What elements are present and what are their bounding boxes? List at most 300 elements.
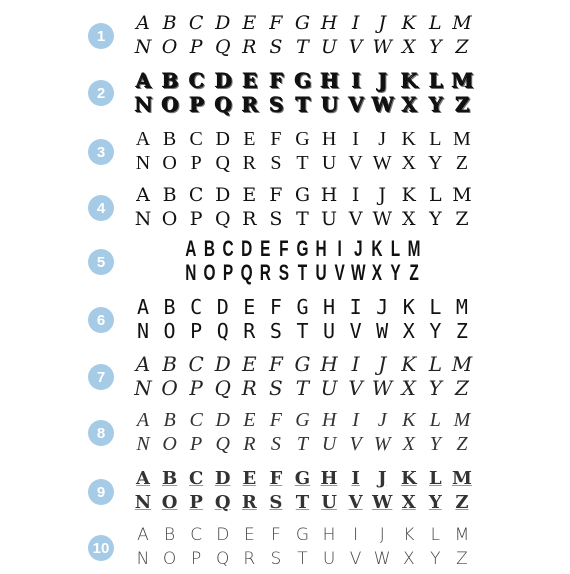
letter-glyph: V: [347, 92, 364, 116]
letter-glyph: F: [268, 68, 283, 92]
letter-glyph: R: [241, 376, 257, 400]
letter-glyph: V: [349, 433, 362, 455]
letter-glyph: F: [269, 468, 283, 489]
letter-glyph: J: [378, 128, 387, 150]
letter-glyph: S: [270, 152, 282, 174]
letter-glyph: F: [269, 184, 283, 206]
letter-glyph: K: [401, 184, 416, 206]
letter-glyph: P: [189, 36, 203, 58]
letter-glyph: A: [136, 468, 150, 489]
letter-glyph: B: [161, 68, 179, 92]
letter-glyph: Z: [409, 260, 419, 285]
row-number-badge: 3: [88, 139, 114, 165]
letter-glyph: P: [190, 319, 203, 343]
letter-glyph: M: [453, 409, 471, 431]
letter-glyph: I: [351, 184, 360, 206]
letter-glyph: S: [278, 260, 290, 285]
letters-a-to-m: [130, 353, 475, 375]
letter-glyph: Q: [216, 549, 230, 569]
letter-glyph: Y: [390, 260, 401, 285]
letter-glyph: K: [400, 468, 417, 489]
letter-glyph: H: [320, 184, 338, 206]
letters-a-to-m: [182, 238, 424, 260]
letter-glyph: L: [429, 409, 441, 431]
letter-glyph: G: [296, 236, 309, 261]
alphabet-sample: [130, 184, 475, 230]
letter-glyph: R: [242, 152, 256, 174]
letter-glyph: J: [379, 525, 385, 545]
letter-glyph: X: [402, 433, 415, 455]
letter-glyph: T: [296, 36, 309, 58]
letter-glyph: S: [269, 492, 283, 513]
letter-glyph: I: [353, 525, 359, 545]
letter-glyph: F: [268, 352, 283, 376]
letter-glyph: J: [378, 352, 387, 376]
letter-glyph: U: [321, 152, 337, 174]
letter-glyph: X: [371, 260, 383, 285]
letter-glyph: Z: [455, 319, 468, 343]
letter-glyph: R: [241, 492, 257, 513]
letter-glyph: J: [378, 12, 387, 34]
letter-glyph: C: [189, 409, 203, 431]
letter-glyph: C: [189, 128, 203, 150]
letters-a-to-m: [130, 128, 475, 150]
row-number-badge: 5: [88, 249, 114, 275]
letter-glyph: N: [134, 492, 152, 513]
letter-glyph: B: [162, 184, 177, 206]
letter-glyph: Q: [215, 433, 230, 455]
letter-glyph: D: [214, 68, 232, 92]
letter-glyph: O: [161, 376, 178, 400]
letter-glyph: M: [407, 236, 421, 261]
letter-glyph: P: [190, 433, 203, 455]
letter-glyph: S: [270, 549, 282, 569]
letters-a-to-m: [130, 296, 475, 318]
letter-glyph: Y: [430, 549, 441, 569]
letter-glyph: I: [351, 12, 360, 34]
letter-glyph: I: [337, 236, 342, 261]
letter-glyph: Y: [428, 492, 442, 513]
letter-glyph: T: [295, 492, 310, 513]
letter-glyph: A: [135, 128, 151, 150]
font-row-7: [0, 353, 570, 403]
letters-n-to-z: [130, 152, 475, 174]
letters-n-to-z: [130, 320, 475, 342]
letters-n-to-z: [130, 492, 475, 514]
letter-glyph: G: [295, 409, 310, 431]
letter-glyph: N: [136, 549, 150, 569]
letter-glyph: O: [203, 260, 216, 285]
letter-glyph: F: [271, 525, 281, 545]
letter-glyph: T: [296, 152, 309, 174]
letter-glyph: D: [215, 12, 231, 34]
letter-glyph: V: [348, 36, 363, 58]
letter-glyph: M: [451, 468, 472, 489]
letter-glyph: P: [188, 92, 204, 116]
letter-glyph: S: [269, 319, 282, 343]
letter-glyph: D: [214, 468, 231, 489]
letter-glyph: Y: [428, 92, 443, 116]
letter-glyph: Y: [429, 319, 442, 343]
letter-glyph: C: [188, 468, 204, 489]
row-number-badge: 4: [88, 195, 114, 221]
letter-glyph: V: [348, 492, 363, 513]
letter-glyph: K: [403, 525, 415, 545]
letter-glyph: K: [402, 295, 415, 319]
letter-glyph: T: [296, 208, 309, 230]
letter-glyph: N: [185, 260, 197, 285]
letter-glyph: J: [377, 409, 387, 431]
letter-glyph: B: [161, 468, 178, 489]
letter-glyph: N: [133, 92, 153, 116]
letter-glyph: T: [295, 376, 310, 400]
letter-glyph: Z: [455, 36, 469, 58]
font-row-5: [0, 238, 570, 288]
letter-glyph: P: [189, 376, 203, 400]
letter-glyph: J: [377, 468, 387, 489]
letter-glyph: Q: [240, 260, 253, 285]
letter-glyph: F: [269, 295, 282, 319]
letter-glyph: E: [241, 68, 257, 92]
font-row-6: [0, 296, 570, 346]
letters-n-to-z: [130, 548, 475, 570]
letter-glyph: T: [295, 92, 310, 116]
letter-glyph: H: [322, 525, 336, 545]
font-row-8: [0, 409, 570, 459]
letter-glyph: L: [390, 236, 401, 261]
letter-glyph: K: [400, 68, 418, 92]
alphabet-sample: [130, 128, 475, 174]
letter-glyph: X: [401, 152, 416, 174]
letter-glyph: H: [320, 12, 338, 34]
letter-glyph: P: [189, 492, 203, 513]
letter-glyph: X: [402, 319, 415, 343]
letter-glyph: H: [320, 352, 338, 376]
letter-glyph: P: [190, 152, 202, 174]
letter-glyph: I: [349, 295, 362, 319]
letter-glyph: C: [188, 352, 204, 376]
letter-glyph: S: [269, 36, 283, 58]
letter-glyph: I: [351, 352, 360, 376]
letter-glyph: S: [268, 92, 284, 116]
font-row-10: [0, 524, 570, 574]
letter-glyph: E: [243, 409, 256, 431]
letter-glyph: Z: [455, 208, 469, 230]
letters-n-to-z: [130, 93, 475, 115]
alphabet-sample: [130, 409, 475, 455]
letter-glyph: W: [372, 208, 392, 230]
letter-glyph: F: [269, 12, 283, 34]
letter-glyph: H: [323, 295, 336, 319]
letter-glyph: A: [185, 236, 197, 261]
letter-glyph: D: [215, 128, 230, 150]
letter-glyph: B: [163, 295, 176, 319]
letter-glyph: H: [321, 128, 337, 150]
alphabet-sample: [182, 238, 424, 284]
letter-glyph: E: [243, 128, 256, 150]
letter-glyph: A: [136, 12, 150, 34]
alphabet-sample: [130, 353, 475, 399]
letter-glyph: U: [321, 36, 338, 58]
font-row-1: [0, 12, 570, 62]
letter-glyph: G: [294, 184, 311, 206]
letter-glyph: W: [372, 36, 392, 58]
letter-glyph: Y: [429, 433, 441, 455]
letter-glyph: Z: [456, 549, 468, 569]
letter-glyph: W: [370, 92, 394, 116]
letter-glyph: S: [269, 208, 283, 230]
letter-glyph: G: [294, 352, 311, 376]
letter-glyph: E: [260, 236, 271, 261]
letter-glyph: D: [216, 525, 230, 545]
letter-glyph: T: [296, 433, 309, 455]
letter-glyph: A: [137, 525, 149, 545]
letter-glyph: N: [136, 319, 150, 343]
letter-glyph: X: [401, 376, 416, 400]
alphabet-sample: [130, 69, 475, 115]
letter-glyph: B: [162, 352, 177, 376]
letter-glyph: B: [162, 12, 177, 34]
letter-glyph: A: [136, 295, 150, 319]
letter-glyph: O: [163, 319, 176, 343]
letters-n-to-z: [130, 36, 475, 58]
letter-glyph: L: [429, 12, 442, 34]
letter-glyph: T: [297, 260, 308, 285]
letter-glyph: U: [322, 549, 336, 569]
letter-glyph: G: [294, 468, 311, 489]
letters-a-to-m: [130, 524, 475, 546]
letter-glyph: G: [295, 128, 310, 150]
letter-glyph: N: [134, 208, 152, 230]
letters-a-to-m: [130, 12, 475, 34]
letter-glyph: G: [296, 295, 309, 319]
letter-glyph: X: [401, 92, 417, 116]
letter-glyph: K: [401, 12, 416, 34]
letters-n-to-z: [130, 433, 475, 455]
letter-glyph: D: [241, 236, 253, 261]
letter-glyph: F: [279, 236, 289, 261]
letter-glyph: K: [401, 128, 416, 150]
letter-glyph: X: [402, 208, 416, 230]
letter-glyph: K: [401, 352, 417, 376]
letter-glyph: D: [215, 184, 231, 206]
letter-glyph: B: [163, 409, 176, 431]
letters-a-to-m: [130, 184, 475, 206]
letters-n-to-z: [130, 208, 475, 230]
letter-glyph: I: [350, 68, 361, 92]
letter-glyph: M: [451, 352, 473, 376]
letter-glyph: A: [136, 409, 150, 431]
letter-glyph: O: [162, 433, 177, 455]
letter-glyph: G: [294, 12, 311, 34]
letter-glyph: E: [242, 352, 257, 376]
letter-glyph: D: [214, 352, 231, 376]
letter-glyph: Q: [216, 319, 229, 343]
letter-glyph: O: [162, 549, 177, 569]
letter-glyph: L: [429, 295, 442, 319]
letter-glyph: R: [241, 92, 258, 116]
letter-glyph: Y: [428, 376, 442, 400]
letter-glyph: U: [320, 92, 338, 116]
letter-glyph: M: [455, 295, 468, 319]
letter-glyph: U: [321, 433, 337, 455]
letter-glyph: J: [354, 236, 363, 261]
letter-glyph: W: [371, 376, 393, 400]
row-number-badge: 10: [88, 535, 114, 561]
row-number-badge: 6: [88, 307, 114, 333]
letter-glyph: X: [401, 492, 416, 513]
letter-glyph: B: [164, 525, 176, 545]
letter-glyph: L: [429, 184, 442, 206]
letter-glyph: R: [242, 208, 257, 230]
letter-glyph: R: [243, 549, 256, 569]
letter-glyph: C: [190, 295, 203, 319]
letter-glyph: C: [188, 12, 204, 34]
letter-glyph: M: [452, 12, 472, 34]
letter-glyph: E: [243, 295, 256, 319]
font-row-3: [0, 128, 570, 178]
row-number-badge: 7: [88, 364, 114, 390]
letter-glyph: Q: [215, 152, 230, 174]
letter-glyph: P: [222, 260, 234, 285]
letter-glyph: L: [430, 525, 441, 545]
letter-glyph: M: [453, 128, 471, 150]
letter-glyph: B: [203, 236, 216, 261]
letter-glyph: S: [269, 376, 283, 400]
alphabet-sample: [130, 524, 475, 570]
letter-glyph: A: [135, 68, 151, 92]
letter-glyph: A: [136, 184, 150, 206]
letter-glyph: H: [320, 468, 338, 489]
letter-glyph: O: [160, 92, 179, 116]
letter-glyph: Z: [455, 492, 469, 513]
letter-glyph: Z: [456, 433, 468, 455]
letter-glyph: L: [429, 128, 442, 150]
letter-glyph: E: [243, 525, 255, 545]
alphabet-sample: [130, 468, 475, 514]
letter-glyph: D: [216, 295, 229, 319]
letter-glyph: H: [321, 409, 337, 431]
letter-glyph: Q: [214, 376, 231, 400]
letter-glyph: G: [293, 68, 312, 92]
letter-glyph: B: [162, 128, 177, 150]
alphabet-sample: [130, 12, 475, 58]
letter-glyph: H: [315, 236, 327, 261]
letter-glyph: F: [269, 409, 282, 431]
font-row-9: [0, 468, 570, 518]
letter-glyph: O: [161, 208, 178, 230]
letter-glyph: R: [242, 36, 257, 58]
letter-glyph: E: [242, 12, 257, 34]
letter-glyph: A: [135, 352, 151, 376]
letter-glyph: Q: [214, 36, 231, 58]
letter-glyph: N: [136, 433, 150, 455]
letter-glyph: L: [429, 468, 442, 489]
letter-glyph: Y: [429, 208, 442, 230]
letter-glyph: F: [270, 128, 282, 150]
font-row-4: [0, 184, 570, 234]
letter-glyph: U: [321, 208, 338, 230]
letter-glyph: V: [349, 549, 362, 569]
letter-glyph: Q: [214, 92, 232, 116]
letter-glyph: R: [259, 260, 271, 285]
letters-a-to-m: [130, 468, 475, 490]
letter-glyph: K: [402, 409, 416, 431]
letter-glyph: L: [428, 68, 443, 92]
letter-glyph: C: [222, 236, 234, 261]
letter-glyph: C: [188, 68, 205, 92]
letter-glyph: W: [373, 549, 391, 569]
letter-glyph: E: [242, 468, 257, 489]
letter-glyph: J: [378, 184, 387, 206]
letter-glyph: L: [428, 352, 442, 376]
letter-glyph: O: [161, 36, 178, 58]
letter-glyph: V: [348, 208, 363, 230]
letters-n-to-z: [130, 377, 475, 399]
letter-glyph: G: [295, 525, 310, 545]
letter-glyph: P: [191, 549, 202, 569]
letter-glyph: U: [323, 319, 336, 343]
letter-glyph: Y: [428, 152, 443, 174]
row-number-badge: 9: [88, 479, 114, 505]
letter-glyph: Q: [214, 208, 231, 230]
letters-a-to-m: [130, 69, 475, 91]
letter-glyph: I: [352, 128, 359, 150]
letter-glyph: E: [242, 184, 257, 206]
letter-glyph: V: [348, 152, 363, 174]
letter-glyph: T: [297, 549, 308, 569]
letter-glyph: K: [371, 236, 383, 261]
letter-glyph: C: [188, 184, 204, 206]
font-row-2: [0, 69, 570, 119]
letter-glyph: Z: [454, 92, 470, 116]
letter-glyph: N: [134, 376, 152, 400]
letter-glyph: N: [135, 152, 151, 174]
letter-glyph: V: [349, 319, 362, 343]
letter-glyph: U: [315, 260, 327, 285]
letter-glyph: J: [377, 68, 387, 92]
letter-glyph: M: [454, 525, 470, 545]
letter-glyph: Y: [429, 36, 442, 58]
letter-glyph: V: [348, 376, 363, 400]
letter-glyph: W: [372, 492, 393, 513]
letter-glyph: S: [270, 433, 281, 455]
letter-glyph: Z: [454, 376, 469, 400]
letter-glyph: X: [402, 549, 415, 569]
letters-n-to-z: [182, 262, 424, 284]
letter-glyph: O: [161, 492, 178, 513]
alphabet-sample: [130, 296, 475, 342]
letter-glyph: C: [190, 525, 203, 545]
letter-glyph: I: [351, 468, 360, 489]
letter-glyph: Q: [214, 492, 231, 513]
letter-glyph: R: [243, 433, 256, 455]
letter-glyph: X: [402, 36, 416, 58]
letter-glyph: W: [351, 260, 366, 285]
letter-glyph: U: [320, 376, 338, 400]
row-number-badge: 1: [88, 23, 114, 49]
letter-glyph: H: [319, 68, 339, 92]
letter-glyph: Z: [455, 152, 469, 174]
letter-glyph: W: [376, 319, 389, 343]
letter-glyph: N: [134, 36, 152, 58]
letter-glyph: M: [450, 68, 473, 92]
letter-glyph: P: [189, 208, 203, 230]
letter-glyph: R: [243, 319, 256, 343]
letter-glyph: V: [334, 260, 345, 285]
letter-glyph: W: [373, 433, 391, 455]
row-number-badge: 2: [88, 80, 114, 106]
